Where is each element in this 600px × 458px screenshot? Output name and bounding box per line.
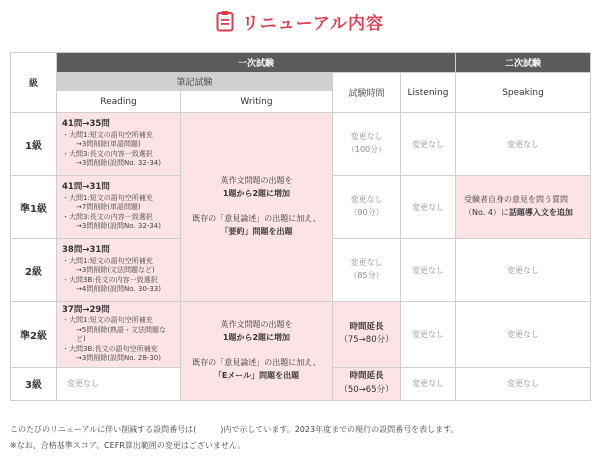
time-status: 変更なし xyxy=(350,195,383,205)
footnotes xyxy=(10,422,458,454)
header-kyu: 級 xyxy=(11,53,57,113)
reading-cell: 変更なし xyxy=(57,367,181,400)
time-cell xyxy=(333,113,401,176)
writing-line-bold: 「Eメール」問題を出題 xyxy=(213,371,300,381)
reading-line: ・大問1:短文の語句空所補充 xyxy=(62,256,153,265)
reading-cell xyxy=(57,113,181,176)
speaking-cell: 変更なし xyxy=(456,302,591,368)
time-status: 変更なし xyxy=(350,258,383,268)
speaking-cell-change xyxy=(456,176,591,239)
renewal-table xyxy=(10,52,591,401)
listening-cell: 変更なし xyxy=(401,367,456,400)
time-minutes: （50→65分） xyxy=(339,384,394,395)
reading-line: →3問削除(文法問題など) xyxy=(76,266,155,275)
reading-line: ・大問1:短文の語句空所補充 xyxy=(62,193,153,202)
reading-line: →4問削除(設問No. 30-33) xyxy=(76,285,161,294)
header-writing: Writing xyxy=(181,91,333,113)
time-cell xyxy=(333,176,401,239)
time-minutes: （100分） xyxy=(346,145,387,154)
document-icon xyxy=(216,10,234,32)
reading-line: →3問削除(設問No. 32-34) xyxy=(76,222,161,231)
grade-label: 準2級 xyxy=(11,302,57,368)
writing-line: 英作文問題の出題を xyxy=(220,176,293,185)
time-minutes: （90分） xyxy=(349,208,384,217)
reading-cell xyxy=(57,302,181,368)
reading-line: ・大問3B:長文の内容一致選択 xyxy=(62,275,158,284)
speaking-line: （No. 4）に xyxy=(464,208,509,217)
reading-line: ・大問3:長文の内容一致選択 xyxy=(62,212,153,221)
reading-line: ・大問1:短文の語句空所補充 xyxy=(62,316,153,325)
listening-cell: 変更なし xyxy=(401,239,456,302)
time-minutes: （75→80分） xyxy=(339,335,394,346)
writing-line: 英作文問題の出題を xyxy=(220,319,293,329)
table-row xyxy=(11,302,591,368)
header-first-exam: 一次試験 xyxy=(57,53,456,73)
writing-line-bold: 1題から2題に増加 xyxy=(222,188,291,198)
page-title-row xyxy=(0,6,600,36)
page-title: リニューアル内容 xyxy=(241,13,385,34)
writing-cell-upper xyxy=(181,113,333,302)
question-count: 41問→35問 xyxy=(62,119,110,130)
header-reading: Reading xyxy=(57,91,181,113)
question-count: 37問→29問 xyxy=(62,305,110,315)
header-exam-time: 試験時間 xyxy=(333,73,401,113)
grade-label: 準1級 xyxy=(11,176,57,239)
time-cell-extended xyxy=(333,302,401,368)
writing-line-bold: 1題から2題に増加 xyxy=(222,332,291,342)
reading-line: →3問削除(設問No. 28-30) xyxy=(76,354,161,363)
writing-line: 既存の「意見論述」の出題に加え、 xyxy=(192,358,321,368)
speaking-cell: 変更なし xyxy=(456,239,591,302)
reading-line: ・大問3:長文の内容一致選択 xyxy=(62,149,153,158)
footnote: ※なお、合格基準スコア、CEFR算出範囲の変更はございません。 xyxy=(10,441,246,450)
listening-cell: 変更なし xyxy=(401,113,456,176)
table-row xyxy=(11,113,591,176)
reading-line: ・大問3B:長文の語句空所補充 xyxy=(62,344,158,353)
time-status: 変更なし xyxy=(350,132,383,142)
reading-line: →3問削除(単語問題) xyxy=(76,140,141,149)
listening-cell: 変更なし xyxy=(401,302,456,368)
speaking-cell: 変更なし xyxy=(456,367,591,400)
grade-label: 2級 xyxy=(11,239,57,302)
speaking-line-bold: 話題導入文を追加 xyxy=(508,208,573,217)
reading-cell xyxy=(57,176,181,239)
time-cell-extended xyxy=(333,367,401,400)
listening-cell: 変更なし xyxy=(401,176,456,239)
question-count: 41問→31問 xyxy=(62,182,110,193)
speaking-line: 受験者自身の意見を問う質問 xyxy=(464,195,569,205)
time-status: 時間延長 xyxy=(349,321,384,332)
header-listening: Listening xyxy=(401,73,456,113)
time-status: 時間延長 xyxy=(349,371,384,382)
reading-line: ・大問1:短文の語句空所補充 xyxy=(62,130,153,139)
grade-label: 1級 xyxy=(11,113,57,176)
speaking-cell: 変更なし xyxy=(456,113,591,176)
writing-line-bold: 「要約」問題を出題 xyxy=(220,227,293,237)
writing-line: 既存の「意見論述」の出題に加え、 xyxy=(192,214,321,224)
footnote: このたびのリニューアルに伴い削減する設問番号は( )内で示しています。2023年度までの現行の設問番号を表します。 xyxy=(10,425,459,434)
header-speaking: Speaking xyxy=(456,73,591,113)
reading-cell xyxy=(57,239,181,302)
reading-line: →7問削除(単語問題) xyxy=(76,203,141,212)
header-written-exam: 筆記試験 xyxy=(57,73,333,91)
reading-line: →5問削除(熟語・文法問題など) xyxy=(76,325,167,344)
header-second-exam: 二次試験 xyxy=(456,53,591,73)
time-minutes: （85分） xyxy=(349,271,384,280)
question-count: 38問→31問 xyxy=(62,245,110,256)
grade-label: 3級 xyxy=(11,367,57,400)
writing-cell-lower xyxy=(181,302,333,401)
time-cell xyxy=(333,239,401,302)
reading-line: →3問削除(設問No. 32-34) xyxy=(76,159,161,168)
